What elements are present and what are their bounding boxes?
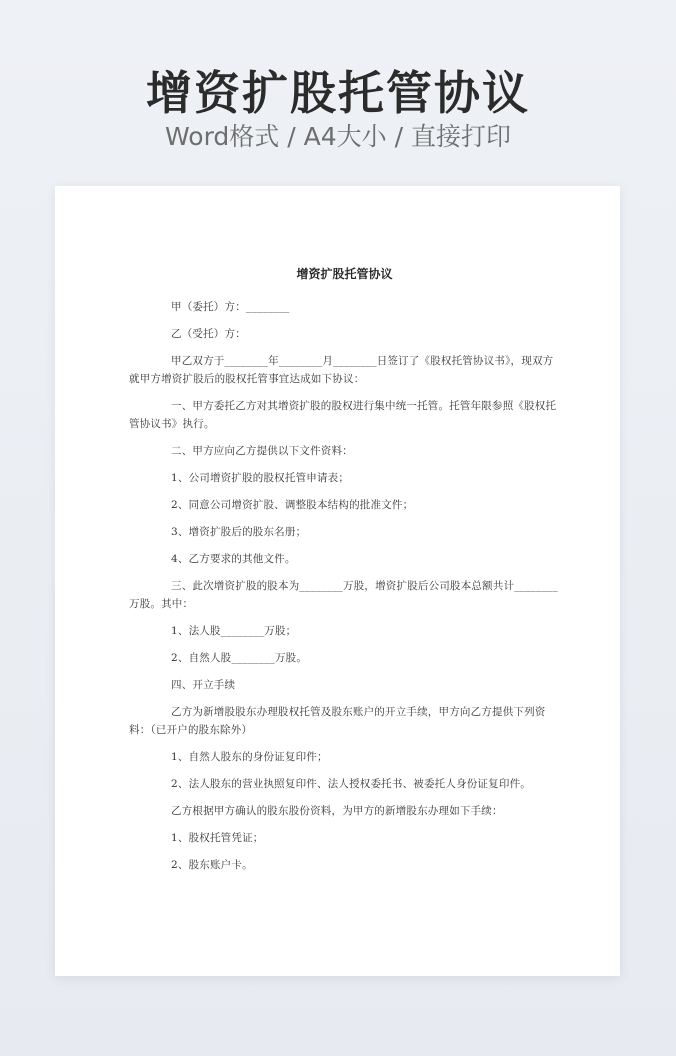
paragraph-clause-4: 四、开立手续 <box>171 679 236 691</box>
banner-title: 增资扩股托管协议 <box>146 66 530 120</box>
paragraph-item: 3、增资扩股后的股东名册； <box>171 526 307 538</box>
paragraph-item: 1、股权托管凭证； <box>171 832 264 844</box>
paragraph-item: 1、公司增资扩股的股权托管申请表； <box>171 472 350 484</box>
paragraph-party-b: 乙（受托）方： <box>171 328 246 340</box>
paragraph-clause-2: 二、甲方应向乙方提供以下文件资料： <box>171 445 353 457</box>
paragraph-account-opening: 乙方为新增股股东办理股权托管及股东账户的开立手续，甲方向乙方提供下列资料：（已开户的股东除外） <box>129 706 546 736</box>
paragraph-item: 2、同意公司增资扩股、调整股本结构的批准文件； <box>171 499 414 511</box>
paragraph-procedures: 乙方根据甲方确认的股东股份资料，为甲方的新增股东办理如下手续： <box>171 805 503 817</box>
paragraph-intro: 甲乙双方于________年________月________日签订了《股权托管协议书》，现双方就甲方增资扩股后的股权托管事宜达成如下协议： <box>129 355 554 385</box>
paragraph-item: 1、法人股________万股； <box>171 625 297 637</box>
document-page <box>55 186 620 976</box>
paragraph-item: 2、自然人股________万股。 <box>171 652 308 664</box>
paragraph-item: 4、乙方要求的其他文件。 <box>171 553 296 565</box>
paragraph-item: 2、股东账户卡。 <box>171 859 253 871</box>
paragraph-item: 1、自然人股东的身份证复印件； <box>171 751 328 763</box>
document-title: 增资扩股托管协议 <box>296 267 393 281</box>
paragraph-clause-1: 一、甲方委托乙方对其增资扩股的股权进行集中统一托管。托管年限参照《股权托管协议书》执行。 <box>129 400 557 430</box>
paragraph-party-a: 甲（委托）方：________ <box>171 301 290 313</box>
banner-subtitle: Word格式 / A4大小 / 直接打印 <box>165 122 511 151</box>
paragraph-item: 2、法人股东的营业执照复印件、法人授权委托书、被委托人身份证复印件。 <box>171 778 531 790</box>
paragraph-clause-3: 三、此次增资扩股的股本为________万股，增资扩股后公司股本总额共计________万股。其中： <box>129 580 558 610</box>
